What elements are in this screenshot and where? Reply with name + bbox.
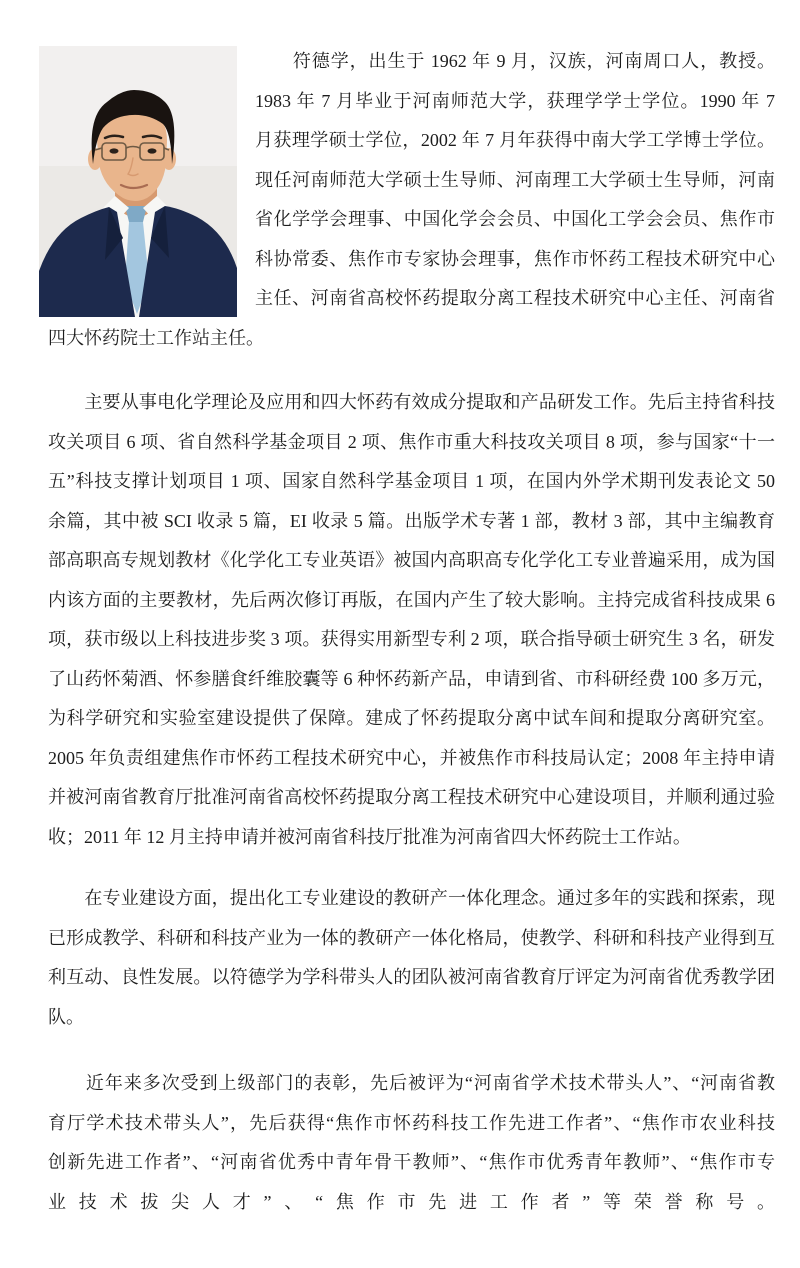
- bio-line: 攻关项目 6 项、省自然科学基金项目 2 项、焦作市重大科技攻关项目 8 项，参与国家“十一: [48, 431, 775, 452]
- bio-line: 并被河南省教育厅批准河南省高校怀药提取分离工程技术研究中心建设项目，并顺利通过验: [48, 787, 775, 807]
- bio-line: 了山药怀菊酒、怀参膳食纤维胶囊等 6 种怀药新产品，申请到省、市科研经费 100 多万元，: [48, 668, 775, 689]
- bio-line: 近年来多次受到上级部门的表彰，先后被评为“河南省学术技术带头人”、“河南省教: [48, 1073, 775, 1093]
- bio-line: 项，获市级以上科技进步奖 3 项。获得实用新型专利 2 项，联合指导硕士研究生 3 名，研发: [48, 629, 775, 649]
- bio-line: 创新先进工作者”、“河南省优秀中青年骨干教师”、“焦作市优秀青年教师”、“焦作市专: [48, 1152, 775, 1172]
- bio-line: 在专业建设方面，提出化工专业建设的教研产一体化理念。通过多年的实践和探索，现: [48, 888, 775, 908]
- bio-paragraph-4: [48, 1064, 775, 1262]
- portrait-illustration: [39, 46, 237, 317]
- bio-line: 内该方面的主要教材，先后两次修订再版，在国内产生了较大影响。主持完成省科技成果 6: [48, 589, 775, 610]
- bio-line: 利互动、良性发展。以符德学为学科带头人的团队被河南省教育厅评定为河南省优秀教学团: [48, 967, 775, 987]
- bio-line: 1983 年 7 月毕业于河南师范大学，获理学学士学位。1990 年 7: [255, 90, 775, 111]
- bio-line: 为科学研究和实验室建设提供了保障。建成了怀药提取分离中试车间和提取分离研究室。: [48, 708, 775, 728]
- bio-line: 2005 年负责组建焦作市怀药工程技术研究中心，并被焦作市科技局认定；2008 年主持申请: [48, 747, 775, 768]
- bio-line: 部高职高专规划教材《化学化工专业英语》被国内高职高专化学化工专业普遍采用，成为国: [48, 550, 775, 570]
- eye-left: [110, 148, 119, 153]
- bio-line: [48, 1222, 775, 1262]
- bio-line: 收；2011 年 12 月主持申请并被河南省科技厅批准为河南省四大怀药院士工作站。: [48, 826, 691, 847]
- portrait-photo: [39, 46, 237, 317]
- bio-line: 业技术拔尖人才”、“焦作市先进工作者”等荣誉称号。: [48, 1191, 775, 1212]
- bio-line: 队。: [48, 1006, 84, 1027]
- bio-paragraph-3: [48, 879, 775, 1037]
- bio-line: 符德学，出生于 1962 年 9 月，汉族，河南周口人，教授。: [255, 51, 775, 71]
- bio-paragraph-2: [48, 383, 775, 857]
- bio-line: 已形成教学、科研和科技产业为一体的教研产一体化格局，使教学、科研和科技产业得到互: [48, 927, 775, 948]
- bio-line: 主要从事电化学理论及应用和四大怀药有效成分提取和产品研发工作。先后主持省科技: [48, 392, 775, 412]
- bio-line: 现任河南师范大学硕士生导师、河南理工大学硕士生导师，河南: [255, 169, 775, 190]
- bio-line: 主任、河南省高校怀药提取分离工程技术研究中心主任、河南省: [255, 288, 775, 308]
- bio-line: 五”科技支撑计划项目 1 项、国家自然科学基金项目 1 项，在国内外学术期刊发表论文 50: [48, 471, 775, 491]
- eye-right: [148, 148, 157, 153]
- bio-line: 省化学学会理事、中国化学会会员、中国化工学会会员、焦作市: [255, 209, 775, 229]
- bio-line: 月获理学硕士学位，2002 年 7 月年获得中南大学工学博士学位。: [255, 130, 775, 150]
- bio-line: 四大怀药院士工作站主任。: [48, 327, 264, 348]
- bio-line: 余篇，其中被 SCI 收录 5 篇，EI 收录 5 篇。出版学术专著 1 部，教材 3 部，其中主编教育: [48, 510, 775, 531]
- bio-line: 科协常委、焦作市专家协会理事，焦作市怀药工程技术研究中心: [255, 248, 775, 269]
- bio-line: 育厅学术技术带头人”，先后获得“焦作市怀药科技工作先进工作者”、“焦作市农业科技: [48, 1112, 775, 1133]
